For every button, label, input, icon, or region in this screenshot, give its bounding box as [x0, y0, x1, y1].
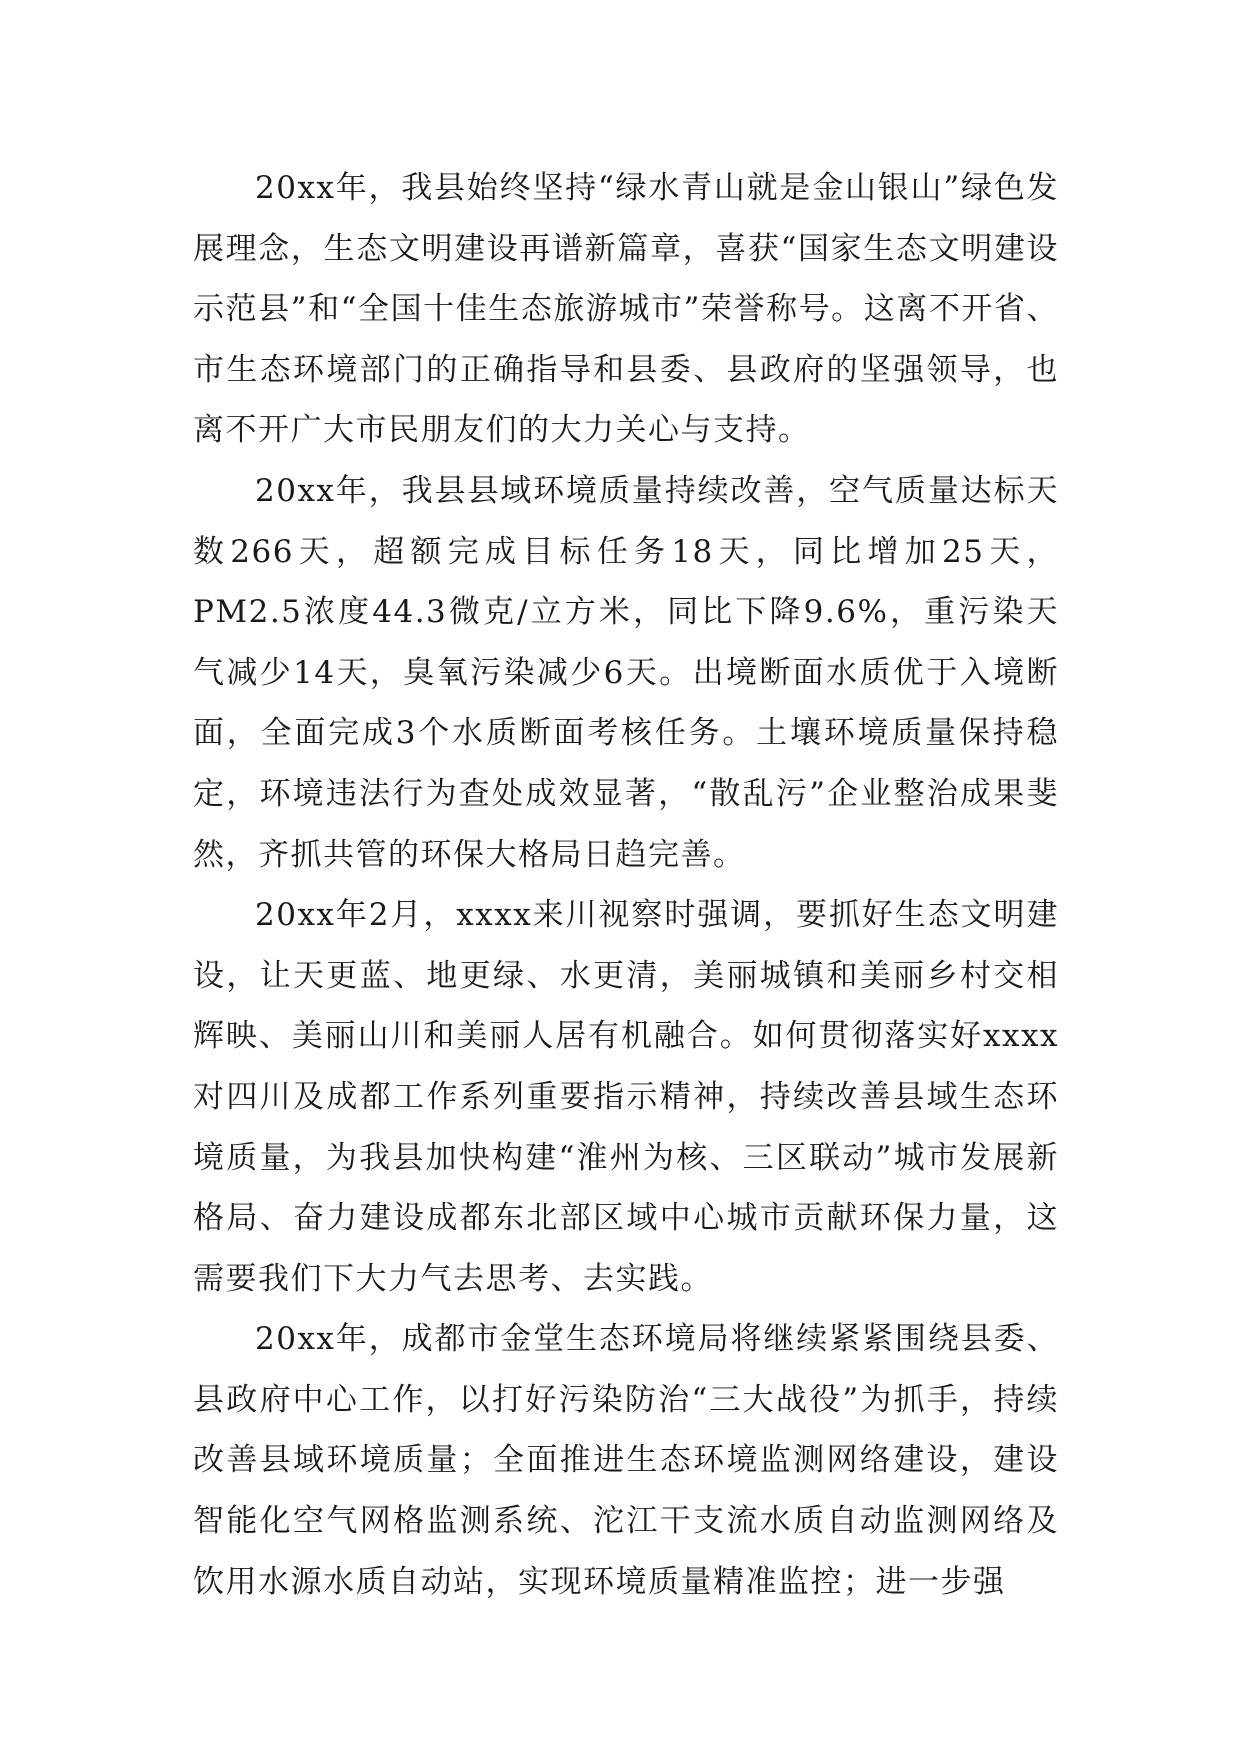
paragraph-2: 20xx年，我县县域环境质量持续改善，空气质量达标天数266天，超额完成目标任务18天，同比增加25天，PM2.5浓度44.3微克/立方米，同比下降9.6%，重污染天气减少14天，臭氧污染减少6天。出境断面水质优于入境断面，全面完成3个水质断面考核任务。土壤环境质量保持稳定，环境违法行为查处成效显著，“散乱污”企业整治成果斐然，齐抓共管的环保大格局日趋完善。	[193, 472, 1059, 873]
paragraph-3: 20xx年2月，xxxx来川视察时强调，要抓好生态文明建设，让天更蓝、地更绿、水更清，美丽城镇和美丽乡村交相辉映、美丽山川和美丽人居有机融合。如何贯彻落实好xxxx对四川及成都工作系列重要指示精神，持续改善县域生态环境质量，为我县加快构建“淮州为核、三区联动”城市发展新格局、奋力建设成都东北部区域中心城市贡献环保力量，这需要我们下大力气去思考、去实践。	[193, 897, 1059, 1297]
document-body	[193, 158, 1059, 1612]
paragraph-4: 20xx年，成都市金堂生态环境局将继续紧紧围绕县委、县政府中心工作，以打好污染防治“三大战役”为抓手，持续改善县域环境质量；全面推进生态环境监测网络建设，建设智能化空气网格监测系统、沱江干支流水质自动监测网络及饮用水源水质自动站，实现环境质量精准监控；进一步强	[193, 1321, 1059, 1600]
paragraph-1: 20xx年，我县始终坚持“绿水青山就是金山银山”绿色发展理念，生态文明建设再谱新篇章，喜获“国家生态文明建设示范县”和“全国十佳生态旅游城市”荣誉称号。这离不开省、市生态环境部门的正确指导和县委、县政府的坚强领导，也离不开广大市民朋友们的大力关心与支持。	[193, 170, 1059, 449]
